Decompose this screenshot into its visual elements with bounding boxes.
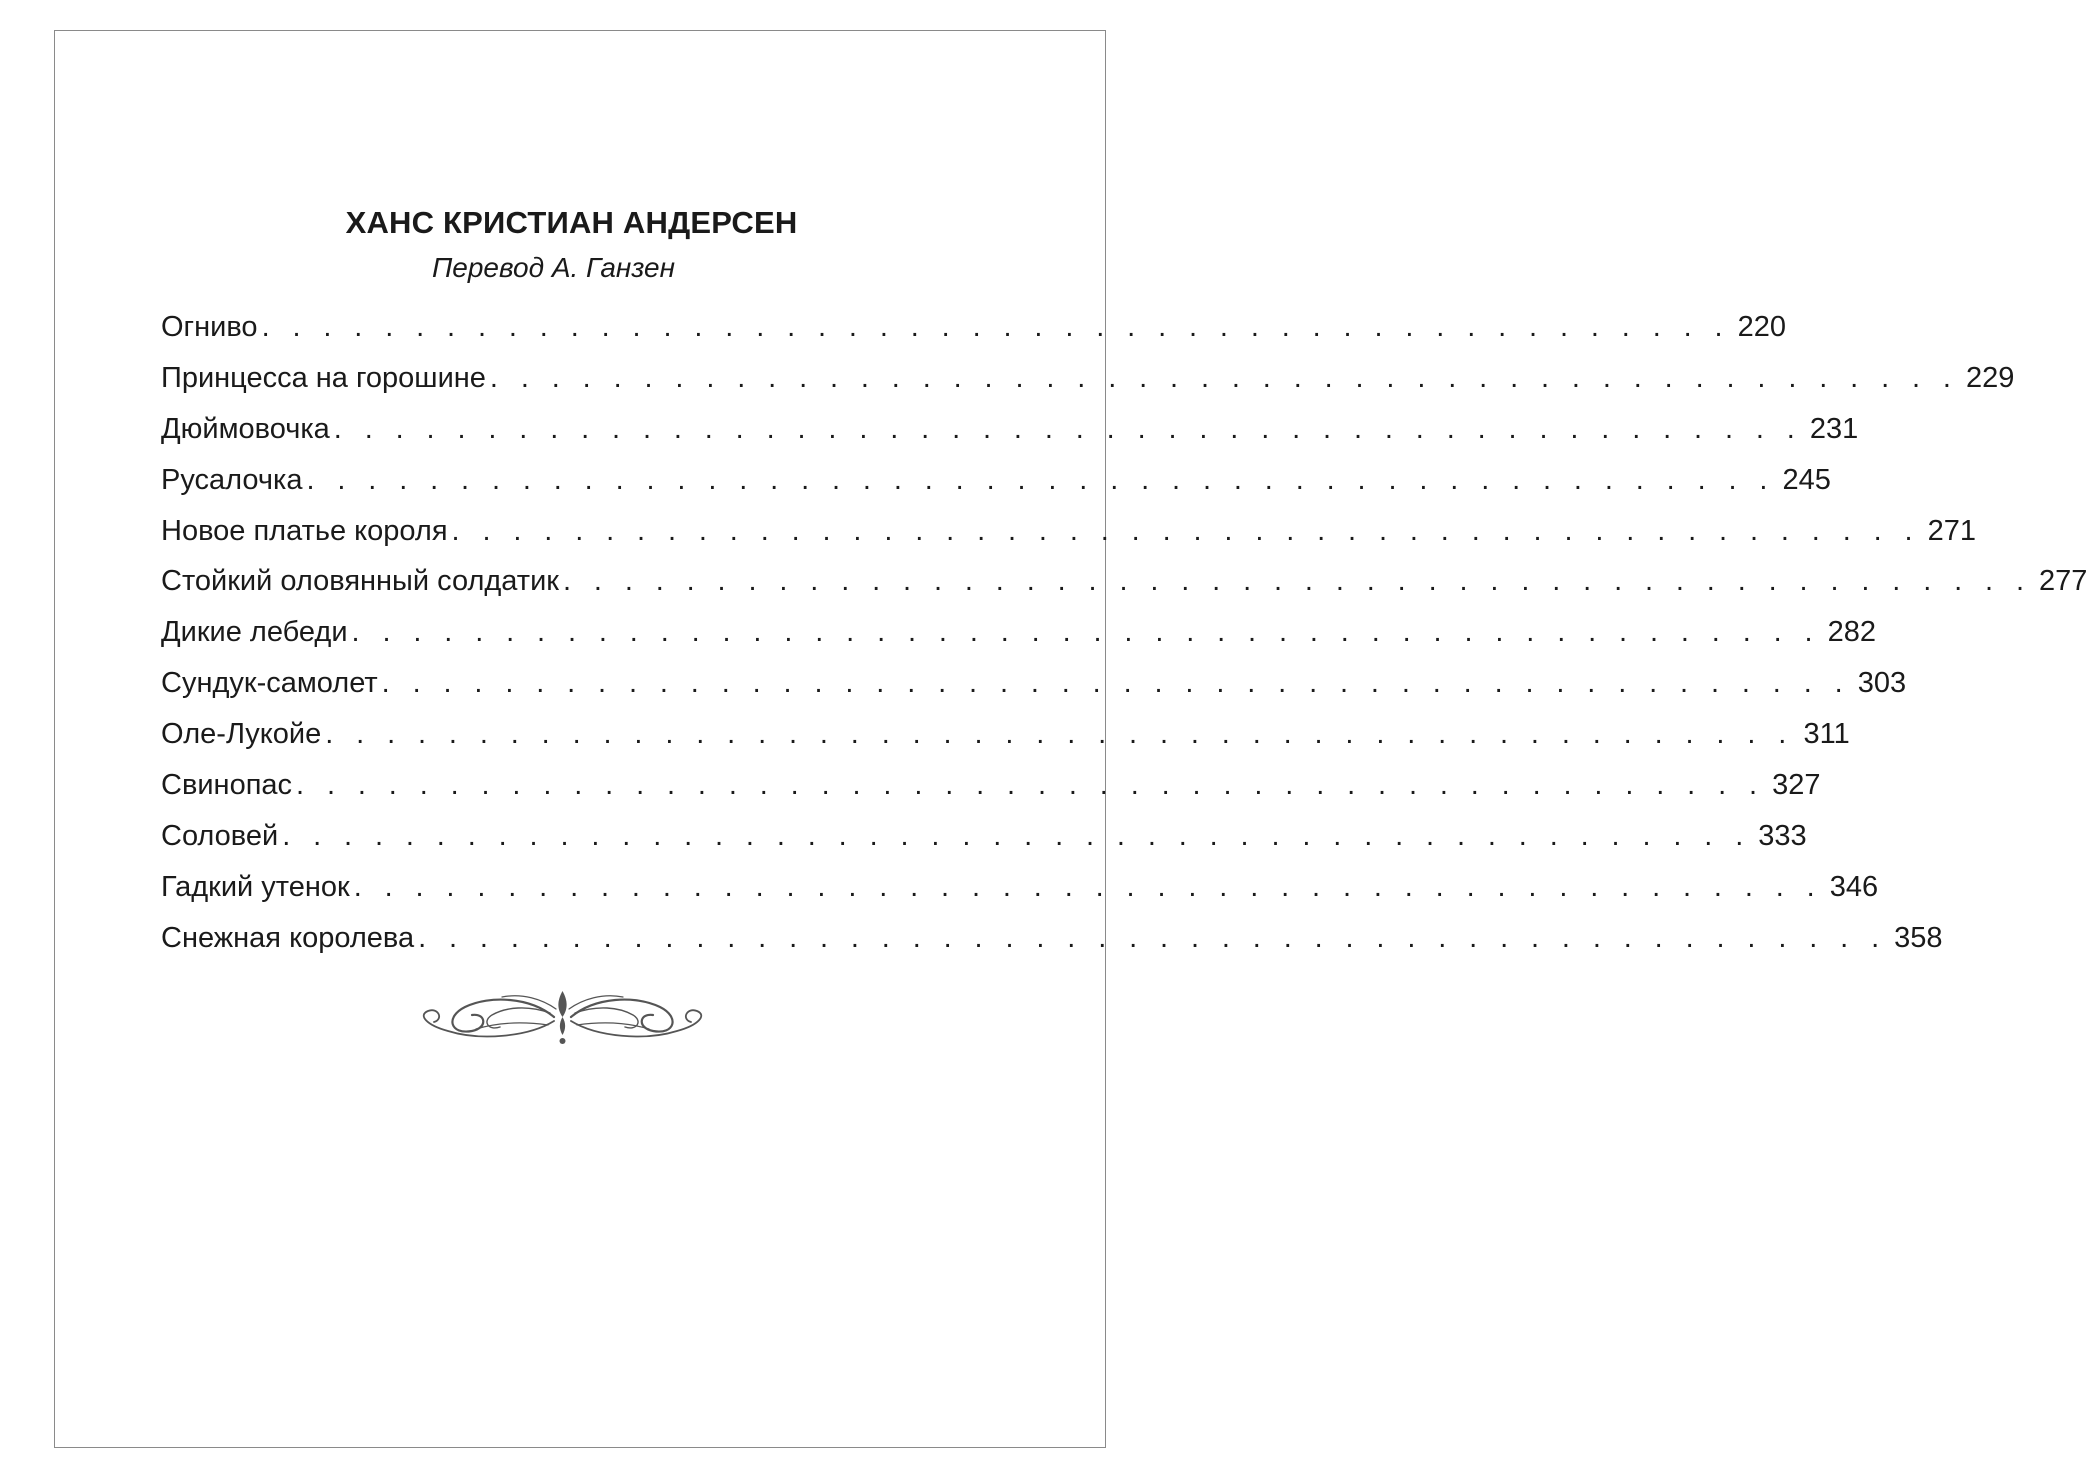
toc-entry[interactable]: [161, 815, 1807, 866]
toc-entry[interactable]: [161, 459, 1831, 510]
toc-entry[interactable]: [161, 713, 1850, 764]
toc-entry[interactable]: [161, 764, 1821, 815]
toc-entry-page: 311: [1803, 718, 1850, 751]
toc-entry[interactable]: [161, 306, 1786, 357]
toc-entry[interactable]: [161, 866, 1879, 917]
toc-leader-dots: . . . . . . . . . . . . . . . . . . . . . . . . . . . . . . . . . . . . . . . . . . . . . . . .: [325, 718, 1794, 751]
toc-entry-title: Снежная королева: [161, 921, 415, 954]
toc-entry[interactable]: [161, 560, 2087, 611]
toc-entry-page: 282: [1827, 616, 1876, 649]
toc-entry-page: 229: [1965, 361, 2015, 394]
toc-leader-dots: . . . . . . . . . . . . . . . . . . . . . . . . . . . . . . . . . . . . . . . . . . . . . . . .: [353, 870, 1823, 903]
toc-leader-dots: . . . . . . . . . . . . . . . . . . . . . . . . . . . . . . . . . . . . . . . . . . . . . . . .: [282, 819, 1751, 852]
toc-leader-dots: . . . . . . . . . . . . . . . . . . . . . . . . . . . . . . . . . . . . . . . . . . . . . . . .: [333, 412, 1803, 445]
toc-entry-title: Дикие лебеди: [161, 616, 348, 649]
toc-entry-page: 346: [1829, 870, 1879, 903]
table-of-contents: [161, 306, 2087, 968]
toc-entry-page: 277: [2039, 565, 2087, 598]
toc-entry-title: Гадкий утенок: [161, 870, 350, 903]
toc-entry-title: Огниво: [161, 311, 258, 343]
toc-entry[interactable]: [161, 408, 1859, 459]
toc-entry-title: Стойкий оловянный солдатик: [161, 565, 559, 598]
toc-leader-dots: . . . . . . . . . . . . . . . . . . . . . . . . . . . . . . . . . . . . . . . . . . . . . . . .: [351, 616, 1820, 649]
toc-leader-dots: . . . . . . . . . . . . . . . . . . . . . . . . . . . . . . . . . . . . . . . . . . . . . . . .: [381, 667, 1851, 700]
toc-entry-title: Сундук-самолет: [161, 667, 378, 700]
toc-entry-page: 271: [1927, 514, 1976, 547]
toc-entry-page: 245: [1782, 463, 1831, 496]
toc-leader-dots: . . . . . . . . . . . . . . . . . . . . . . . . . . . . . . . . . . . . . . . . . . . . . . . .: [451, 514, 1920, 547]
toc-entry-title: Принцесса на горошине: [161, 361, 486, 394]
toc-entry[interactable]: [161, 917, 1943, 968]
toc-leader-dots: . . . . . . . . . . . . . . . . . . . . . . . . . . . . . . . . . . . . . . . . . . . . . . . .: [562, 565, 2032, 598]
toc-entry-page: 327: [1772, 769, 1821, 802]
toc-entry-page: 231: [1809, 412, 1859, 445]
toc-entry-title: Русалочка: [161, 463, 303, 496]
toc-entry-page: 358: [1894, 921, 1943, 954]
toc-entry[interactable]: [161, 662, 1907, 713]
toc-entry-title: Свинопас: [161, 769, 293, 802]
toc-entry-title: Дюймовочка: [161, 412, 330, 445]
toc-leader-dots: . . . . . . . . . . . . . . . . . . . . . . . . . . . . . . . . . . . . . . . . . . . . . . . .: [261, 311, 1730, 343]
toc-entry-title: Новое платье короля: [161, 514, 448, 547]
toc-entry-page: 220: [1737, 311, 1786, 343]
toc-entry-page: 303: [1857, 667, 1907, 700]
toc-entry[interactable]: [161, 357, 2015, 408]
toc-entry-title: Соловей: [161, 819, 279, 852]
toc-entry-page: 333: [1758, 819, 1807, 852]
toc-entry-title: Оле-Лукойе: [161, 718, 322, 751]
toc-leader-dots: . . . . . . . . . . . . . . . . . . . . . . . . . . . . . . . . . . . . . . . . . . . . . . . .: [489, 361, 1959, 394]
toc-entry[interactable]: [161, 611, 1876, 662]
toc-entry[interactable]: [161, 510, 1976, 561]
toc-leader-dots: . . . . . . . . . . . . . . . . . . . . . . . . . . . . . . . . . . . . . . . . . . . . . . . .: [306, 463, 1775, 496]
toc-leader-dots: . . . . . . . . . . . . . . . . . . . . . . . . . . . . . . . . . . . . . . . . . . . . . . . .: [418, 921, 1887, 954]
translator-subheading: Перевод А. Ганзен: [431, 252, 676, 283]
author-heading: ХАНС КРИСТИАН АНДЕРСЕН: [345, 205, 798, 240]
flourish-divider-icon: [410, 985, 715, 1049]
toc-leader-dots: . . . . . . . . . . . . . . . . . . . . . . . . . . . . . . . . . . . . . . . . . . . . . . . .: [296, 769, 1765, 802]
